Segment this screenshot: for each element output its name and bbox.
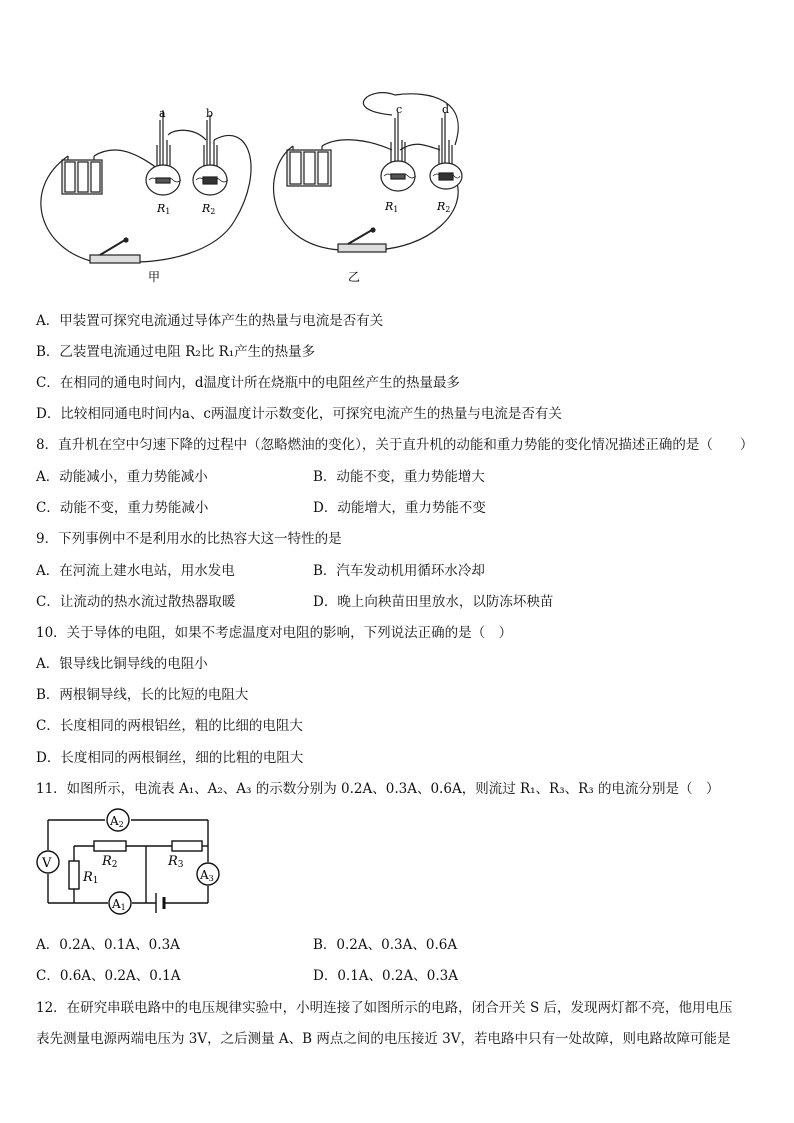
q8-stem: 8．直升机在空中匀速下降的过程中（忽略燃油的变化），关于直升机的动能和重力势能的变化情况描述正确的是（ ） — [36, 437, 754, 453]
q11-option-a: A．0.2A、0.1A、0.3A — [36, 937, 180, 953]
right-r1-label: R1 — [385, 200, 399, 214]
resistor-r2 — [94, 841, 126, 851]
q10-option-c: C．长度相同的两根铝丝，粗的比细的电阻大 — [36, 718, 303, 734]
a2-label: A2 — [110, 814, 124, 829]
heating-apparatus-figure — [0, 0, 794, 300]
q10-option-a: A．银导线比铜导线的电阻小 — [36, 656, 208, 672]
q8-option-b: B．动能不变，重力势能增大 — [313, 469, 485, 485]
battery-right — [287, 146, 331, 186]
flask-r1-right — [381, 112, 416, 191]
q11-option-d: D．0.1A、0.2A、0.3A — [313, 968, 458, 984]
q9-option-a: A．在河流上建水电站，用水发电 — [36, 563, 235, 579]
left-r1-label: R1 — [157, 202, 171, 216]
flask-r1-left — [146, 110, 181, 195]
q8-option-d: D．动能增大，重力势能不变 — [313, 500, 486, 516]
q11-stem: 11．如图所示，电流表 A₁、A₂、A₃ 的示数分别为 0.2A、0.3A、0.6A，则流过 R₁、R₃、R₃ 的电流分别是（ ） — [36, 781, 720, 797]
a3-label: A3 — [200, 868, 214, 883]
q11-circuit-diagram — [30, 805, 230, 920]
q11-option-c: C．0.6A、0.2A、0.1A — [36, 968, 181, 984]
switch-right — [338, 228, 386, 252]
q8-option-c: C．动能不变，重力势能减小 — [36, 500, 209, 516]
switch-left — [90, 238, 140, 263]
right-r2-label: R2 — [437, 200, 451, 214]
a1-label: A1 — [112, 897, 126, 912]
q9-option-b: B．汽车发动机用循环水冷却 — [313, 563, 485, 579]
q7-option-b: B．乙装置电流通过电阻 R₂比 R₁产生的热量多 — [36, 344, 316, 360]
q11-option-b: B．0.2A、0.3A、0.6A — [313, 937, 458, 953]
q10-option-d: D．长度相同的两根铜丝，细的比粗的电阻大 — [36, 750, 304, 766]
label-a: a — [159, 107, 166, 120]
q7-option-d: D．比较相同通电时间内a、c两温度计示数变化，可探究电流产生的热量与电流是否有关 — [36, 406, 562, 422]
left-r2-label: R2 — [202, 202, 216, 216]
r1-label: R1 — [83, 870, 99, 886]
r3-label: R3 — [168, 854, 184, 870]
q8-option-a: A．动能减小，重力势能减小 — [36, 469, 208, 485]
resistor-r1 — [69, 861, 79, 889]
flask-r2-right — [430, 112, 462, 189]
r2-label: R2 — [102, 854, 118, 870]
q12-line-1: 12．在研究串联电路中的电压规律实验中，小明连接了如图所示的电路，闭合开关 S 后，发现两灯都不亮，他用电压 — [36, 1000, 733, 1016]
q7-option-c: C．在相同的通电时间内，d温度计所在烧瓶中的电阻丝产生的热量最多 — [36, 375, 460, 391]
q10-option-b: B．两根铜导线，长的比短的电阻大 — [36, 687, 249, 703]
q9-stem: 9．下列事例中不是利用水的比热容大这一特性的是 — [36, 531, 342, 547]
voltmeter-label: V — [42, 856, 52, 871]
caption-left: 甲 — [148, 270, 161, 284]
battery-left — [62, 156, 102, 194]
q9-option-d: D．晚上向秧苗田里放水，以防冻坏秧苗 — [313, 594, 554, 610]
label-b: b — [206, 107, 214, 120]
q10-stem: 10．关于导体的电阻，如果不考虑温度对电阻的影响，下列说法正确的是（ ） — [36, 625, 513, 641]
resistor-r3 — [172, 841, 202, 851]
q9-option-c: C．让流动的热水流过散热器取暖 — [36, 594, 236, 610]
label-d: d — [442, 103, 450, 116]
flask-r2-left — [193, 115, 228, 195]
q7-option-a: A．甲装置可探究电流通过导体产生的热量与电流是否有关 — [36, 313, 384, 329]
q12-line-2: 表先测量电源两端电压为 3V，之后测量 A、B 两点之间的电压接近 3V，若电路中只有一处故障，则电路故障可能是 — [36, 1031, 731, 1047]
caption-right: 乙 — [348, 270, 361, 284]
label-c: c — [396, 103, 403, 116]
